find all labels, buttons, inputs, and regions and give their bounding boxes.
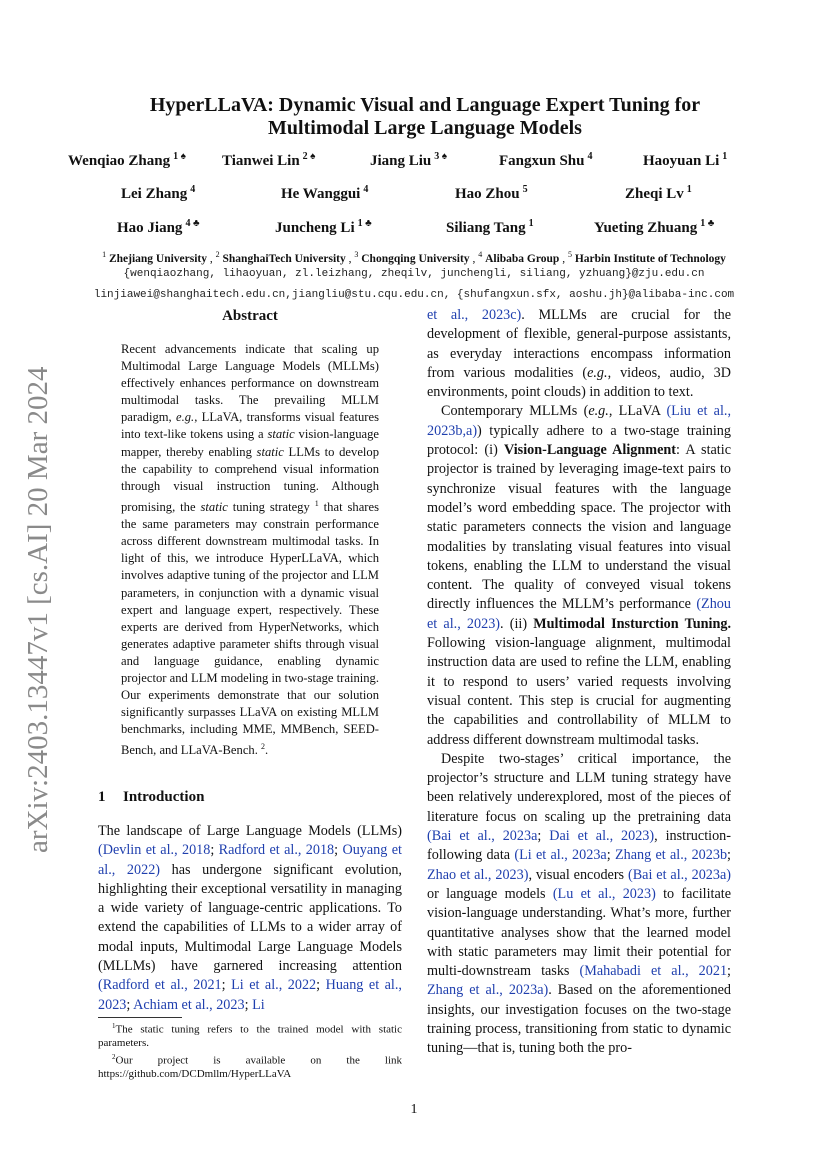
section-heading-introduction: 1 Introduction bbox=[98, 789, 205, 805]
paper-title bbox=[80, 94, 770, 140]
citation-link[interactable]: (Bai et al., 2023a bbox=[427, 828, 538, 845]
citation-link[interactable]: Zhang et al., 2023b bbox=[614, 847, 728, 864]
citation-link[interactable]: Radford et al., 2018 bbox=[218, 842, 335, 859]
author: Tianwei Lin $^{2 ♠}$ bbox=[222, 151, 316, 169]
citation-link[interactable]: Li bbox=[252, 996, 265, 1013]
footnote-divider bbox=[98, 1017, 182, 1018]
citation-link[interactable]: (Li et al., 2023a bbox=[514, 847, 607, 864]
citation-link[interactable]: (Devlin et al., 2018 bbox=[98, 842, 211, 859]
author: Hao Jiang $^{4 ♣}$ bbox=[117, 218, 200, 236]
paper-title-line-2: Multimodal Large Language Models bbox=[268, 117, 582, 139]
email-line-1: {wenqiaozhang, lihaoyuan, zl.leizhang, zheqilv, junchengli, siliang, yzhuang}@zju.edu.cn bbox=[123, 268, 705, 280]
paragraph: et al., 2023c). MLLMs are crucial for the development of flexible, general-purpose assistants, as everyday interactions encompass information from various modalities (e.g., videos, audio, 3D environments, point clouds) in addition to text. bbox=[427, 307, 732, 401]
email-line-2: linjiawei@shanghaitech.edu.cn,jiangliu@stu.cqu.edu.cn, {shufangxun.sfx, aoshu.jh}@alibaba-inc.com bbox=[93, 289, 735, 301]
citation-link[interactable]: (Zhou et al., 2023) bbox=[427, 596, 731, 632]
citation-link[interactable]: et al., 2023c) bbox=[427, 307, 522, 323]
author: Fangxun Shu $^4$ bbox=[499, 151, 593, 169]
author-row-1 bbox=[0, 147, 828, 171]
citation-link[interactable]: (Mahabadi et al., 2021 bbox=[579, 963, 728, 980]
author: Zheqi Lv $^1$ bbox=[625, 184, 692, 202]
introduction-paragraph-1: The landscape of Large Language Models (LLMs) (Devlin et al., 2018; Radford et al., 2018; Ouyang et al., 2022) has undergone significant evolution, highlighting their exceptional versatility in managing a wide variety of language-centric applications. To extend the capabilities of LLMs to a wider array of modal inputs, Multimodal Large Language Models (MLLMs) have garnered increasing attention (Radford et al., 2021; Li et al., 2022; Huang et al., 2023; Achiam et al., 2023; Li bbox=[98, 823, 402, 1013]
citation-link[interactable]: Dai et al., 2023) bbox=[549, 828, 655, 845]
author: Lei Zhang $^4$ bbox=[121, 184, 196, 202]
author: He Wanggui $^4$ bbox=[281, 184, 369, 202]
affiliations: $^1$ Zhejiang University , $^2$ ShanghaiTech University , $^3$ Chongqing University , $^4$ Alibaba Group , $^5$ Harbin Institute of Technology bbox=[102, 250, 726, 265]
abstract-text: Recent advancements indicate that scaling up Multimodal Large Language Models (MLLMs) effectively enhances performance on downstream multimodal tasks. The prevailing MLLM paradigm, e.g., LLaVA, transforms visual features into text-like tokens using a static vision-language mapper, thereby enabling static LLMs to develop the capability to comprehend visual information through visual instruction tuning. Although promising, the static tuning strategy $^1$ that shares the same parameters may constrain performance across different downstream multimodal tasks. In light of this, we introduce HyperLLaVA, which involves adaptive tuning of the projector and LLM parameters, in conjunction with a dynamic visual expert and language expert, respectively. These experts are derived from HyperNetworks, which generates adaptive parameter shifts through visual and language guidance, enabling dynamic projector and LLM modeling in two-stage training. Our experiments demonstrate that our solution significantly surpasses LLaVA on existing MLLM benchmarks, including MME, MMBench, SEED-Bench, and LLaVA-Bench. $^2$. bbox=[121, 342, 379, 758]
author-row-3 bbox=[0, 214, 828, 238]
paper-title-line-1: HyperLLaVA: Dynamic Visual and Language Expert Tuning for bbox=[149, 94, 701, 116]
citation-link[interactable]: Achiam et al., 2023 bbox=[133, 996, 245, 1013]
abstract-heading: Abstract bbox=[222, 308, 278, 324]
footnotes bbox=[98, 1020, 402, 1081]
page-number: 1 bbox=[410, 1102, 418, 1117]
citation-link[interactable]: Zhang et al., 2023a) bbox=[427, 982, 549, 999]
citation-link[interactable]: (Lu et al., 2023) bbox=[552, 885, 656, 902]
author: Siliang Tang $^1$ bbox=[446, 218, 534, 236]
author-row-2 bbox=[0, 180, 828, 204]
author: Yueting Zhuang $^{1 ♣}$ bbox=[594, 218, 715, 236]
arxiv-identifier: arXiv:2403.13447v1 [cs.AI] 20 Mar 2024 bbox=[22, 366, 54, 854]
citation-link[interactable]: (Radford et al., 2021 bbox=[98, 977, 222, 994]
citation-link[interactable]: Huang et al., 2023 bbox=[98, 977, 402, 1013]
author: Haoyuan Li $^1$ bbox=[643, 151, 728, 169]
citation-link[interactable]: Li et al., 2022 bbox=[231, 977, 317, 994]
citation-link[interactable]: (Bai et al., 2023a) bbox=[627, 866, 731, 883]
footnote-2: $^2$Our project is available on the link https://github.com/DCDmllm/HyperLLaVA bbox=[98, 1052, 402, 1080]
citation-link[interactable]: Zhao et al., 2023) bbox=[427, 866, 529, 883]
author: Wenqiao Zhang $^{1 ♠}$ bbox=[68, 151, 186, 169]
paragraph: Contemporary MLLMs (e.g., LLaVA (Liu et al., 2023b,a)) typically adhere to a two-stage training protocol: (i) Vision-Language Alignment: A static projector is trained by leveraging image-text pairs to synchronize visual features with the language model’s word embedding space. The projector with static parameters connects the vision and language modalities by translating visual features into visual tokens, enabling the LLM to understand the visual content. The quality of conveyed visual tokens directly influences the MLLM’s performance (Zhou et al., 2023). (ii) Multimodal Insturction Tuning. Following vision-language alignment, multimodal instruction data are used to refine the LLM, enabling it to respond to users’ varied requests involving visual content. This step is crucial for augmenting the capabilities and controllability of MLLM to address different downstream multimodal tasks. bbox=[427, 403, 732, 748]
paragraph: Despite two-stages’ critical importance, the projector’s structure and LLM tuning strategy have been relatively underexplored, most of the pieces of literature focus on scaling up the pretraining data (Bai et al., 2023a; Dai et al., 2023), instruction-following data (Li et al., 2023a; Zhang et al., 2023b; Zhao et al., 2023), visual encoders (Bai et al., 2023a) or language models (Lu et al., 2023) to facilitate vision-language understanding. What’s more, further quantitative analyses show that the learned model with static parameters may limit their potential for multi-downstream tasks (Mahabadi et al., 2021; Zhang et al., 2023a). Based on the aforementioned insights, our investigation focuses on the two-stage training process, transitioning from static to dynamic tuning—that is, tuning both the pro- bbox=[427, 750, 732, 1057]
author: Jiang Liu $^{3 ♠}$ bbox=[370, 151, 448, 169]
author: Hao Zhou $^5$ bbox=[455, 184, 528, 202]
footnote-1: $^1$The static tuning refers to the trained model with static parameters. bbox=[98, 1022, 402, 1050]
citation-link[interactable]: (Liu et al., 2023b,a) bbox=[427, 403, 732, 439]
right-column-text bbox=[427, 306, 731, 1059]
author: Juncheng Li $^{1 ♣}$ bbox=[275, 218, 372, 236]
citation-link[interactable]: Ouyang et al., 2022) bbox=[98, 842, 402, 878]
